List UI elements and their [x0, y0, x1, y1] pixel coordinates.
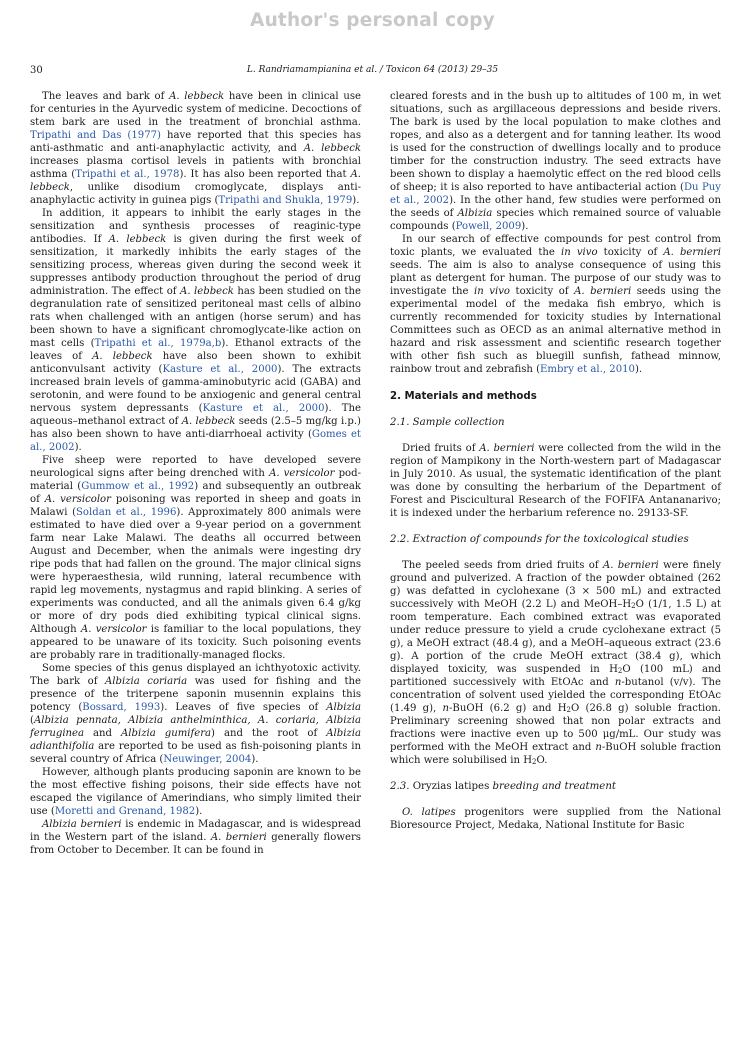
section-heading-materials-methods: 2. Materials and methods [390, 391, 537, 402]
left-column [30, 90, 361, 857]
citation-link[interactable]: Kasture et al., 2000 [202, 403, 325, 414]
right-column [390, 90, 721, 832]
citation-link[interactable]: Moretti and Grenand, 1982 [54, 806, 196, 817]
paragraph-bernieri-endemic: Albizia bernieri is endemic in Madagascar, and is widespread in the Western part of the island. A. bernieri generally flowers from October to December. It can be found in [30, 819, 362, 856]
page-number: 30 [30, 65, 43, 76]
paragraph-bernieri-uses: cleared forests and in the bush up to altitudes of 100 m, in wet situations, such as argillaceous depressions and beside rivers. The bark is used by the local population to make clothes and ropes, and also as a detergent and for tanning leather. Its wood is used for the construction of dwellings locally and to produce timber for the construction industry. The seed extracts have been shown to display a haemolytic effect on the red blood cells of sheep; it is also reported to have antibacterial action (Du Puy et al., 2002). In the other hand, few studies were performed on the seeds of Albizia species which remained source of valuable compounds (Powell, 2009). [390, 91, 721, 232]
citation-link[interactable]: Powell, 2009 [455, 221, 522, 232]
subsection-heading-breeding: 2.3. Oryzias latipes breeding and treatment [390, 781, 616, 792]
citation-link[interactable]: Kasture et al., 2000 [162, 364, 278, 375]
watermark: Author's personal copy [250, 10, 495, 31]
citation-link[interactable]: Neuwinger, 2004 [163, 754, 252, 765]
paragraph-breeding: O. latipes progenitors were supplied from the National Bioresource Project, Medaka, National Institute for Basic [390, 807, 721, 831]
citation-link[interactable]: Tripathi and Shukla, 1979 [218, 195, 353, 206]
paragraph-versicolor-poisoning: Five sheep were reported to have developed severe neurological signs after being drenched with A. versicolor pod-material (Gummow et al., 1992) and subsequently an outbreak of A. versicolor poisoning was reported in sheep and goats in Malawi (Soldan et al., 1996). Approximately 800 animals were estimated to have died over a 9-year period on a government farm near Lake Malawi. The deaths all occurred between August and December, when the animals were ingesting dry ripe pods that had fallen on the ground. The major clinical signs were hyperaesthesia, wild running, lateral recumbence with rapid leg movements, nystagmus and rapid blinking. A series of experiments was conducted, and all the animals given 6.4 g/kg or more of dry pods died exhibiting typical clinical signs. Although A. versicolor is familiar to the local populations, they appeared to be unaware of its toxicity. Such poisoning events are probably rare in traditionally-managed flocks. [30, 455, 361, 661]
paragraph-extraction: The peeled seeds from dried fruits of A. bernieri were finely ground and pulverized. A fraction of the powder obtained (262 g) was defatted in cyclohexane (3 × 500 mL) and extracted successively with MeOH (2.2 L) and MeOH–$H_2O$ (1/1, 1.5 L) at room temperature. Each combined extract was evaporated under reduce pressure to yield a crude cyclohexane extract (5 g), a MeOH extract (48.4 g), and a MeOH–aqueous extract (23.6 g). A portion of the crude MeOH extract (38.4 g), which displayed toxicity, was suspended in $H_2O$ (100 mL) and partitioned successively with EtOAc and n-butanol (v/v). The concentration of solvent used yielded the corresponding EtOAc (1.49 g), n-BuOH (6.2 g) and $H_2O$ (26.8 g) soluble fraction. Preliminary screening showed that non polar extracts and fractions were inactive even up to 500 μg/mL. Our study was performed with the MeOH extract and n-BuOH soluble fraction which were solubilised in $H_2O$. [390, 560, 722, 766]
paragraph-ichthyotoxic: Some species of this genus displayed an ichthyotoxic activity. The bark of Albizia coriaria was used for fishing and the presence of the triterpene saponin musennin explains this potency (Bossard, 1993). Leaves of five species of Albizia (Albizia pennata, Albizia anthelminthica, A. coriaria, Albizia ferruginea and Albizia gumifera) and the root of Albizia adianthifolia are reported to be used as fish-poisoning plants in several country of Africa (Neuwinger, 2004). [30, 663, 361, 765]
citation-link[interactable]: Tripathi et al., 1979a,b [94, 338, 222, 349]
citation-link[interactable]: Bossard, 1993 [82, 702, 161, 713]
paragraph-sensitization: In addition, it appears to inhibit the early stages in the sensitization and synthesis processes of reaginic-type antibodies. If A. lebbeck is given during the first week of sensitization, it markedly inhibits the early stages of the sensitizing process, whereas given during the second week it suppresses antibody production throughout the period of drug administration. The effect of A. lebbeck has been studied on the degranulation rate of sensitized peritoneal mast cells of albino rats when challenged with an antigen (horse serum) and has been shown to have a significant chromoglycate-like action on mast cells (Tripathi et al., 1979a,b). Ethanol extracts of the leaves of A. lebbeck have also been shown to exhibit anticonvulsant activity (Kasture et al., 2000). The extracts increased brain levels of gamma-aminobutyric acid (GABA) and serotonin, and were found to be anxiogenic and general central nervous system depressants (Kasture et al., 2000). The aqueous–methanol extract of A. lebbeck seeds (2.5–5 mg/kg i.p.) has also been shown to have anti-diarrhoeal activity (Gomes et al., 2002). [30, 208, 362, 453]
subsection-heading-extraction: 2.2. Extraction of compounds for the toxicological studies [390, 534, 689, 545]
citation-link[interactable]: Tripathi et al., 1978 [75, 169, 180, 180]
paragraph-sample-collection: Dried fruits of A. bernieri were collected from the wild in the region of Mampikony in the North-western part of Madagascar in July 2010. As usual, the systematic identification of the plant was done by consulting the herbarium of the Department of Forest and Piscicultural Research of the FOFIFA Antananarivo; it is indexed under the herbarium reference no. 29133-SF. [390, 443, 722, 519]
subsection-heading-sample-collection: 2.1. Sample collection [390, 417, 505, 428]
citation-link[interactable]: Gomes et al., 2002 [30, 429, 361, 453]
citation-link[interactable]: Embry et al., 2010 [540, 364, 635, 375]
paragraph-study-aim: In our search of effective compounds for pest control from toxic plants, we evaluated the in vivo toxicity of A. bernieri seeds. The aim is also to analyse consequence of using this plant as detergent for human. The purpose of our study was to investigate the in vivo toxicity of A. bernieri seeds using the experimental model of the medaka fish embryo, which is currently recommended for toxicity studies by International Committees such as OECD as an animal alternative method in hazard and risk assessment and scientific research together with other fish such as bluegill sunfish, fathead minnow, rainbow trout and zebrafish (Embry et al., 2010). [390, 234, 721, 375]
paragraph-lebbeck-asthma: The leaves and bark of A. lebbeck have been in clinical use for centuries in the Ayurvedic system of medicine. Decoctions of stem bark are used in the treatment of bronchial asthma. Tripathi and Das (1977) have reported that this species has anti-asthmatic and anti-anaphylactic activity, and A. lebbeck increases plasma cortisol levels in patients with bronchial asthma (Tripathi et al., 1978). It has also been reported that A. lebbeck, unlike disodium cromoglycate, displays anti-anaphylactic activity in guinea pigs (Tripathi and Shukla, 1979). [30, 91, 362, 206]
citation-link[interactable]: Soldan et al., 1996 [76, 507, 177, 518]
citation-link[interactable]: Tripathi and Das (1977) [30, 130, 161, 141]
citation-link[interactable]: Gummow et al., 1992 [81, 481, 195, 492]
paragraph-saponin: However, although plants producing saponin are known to be the most effective fishing poisons, their side effects have not escaped the vigilance of Amerindians, who simply limited their use (Moretti and Grenand, 1982). [30, 767, 361, 817]
citation-link[interactable]: Du Puy et al., 2002 [390, 182, 721, 206]
running-head: L. Randriamampianina et al. / Toxicon 64 (2013) 29–35 [246, 65, 499, 75]
